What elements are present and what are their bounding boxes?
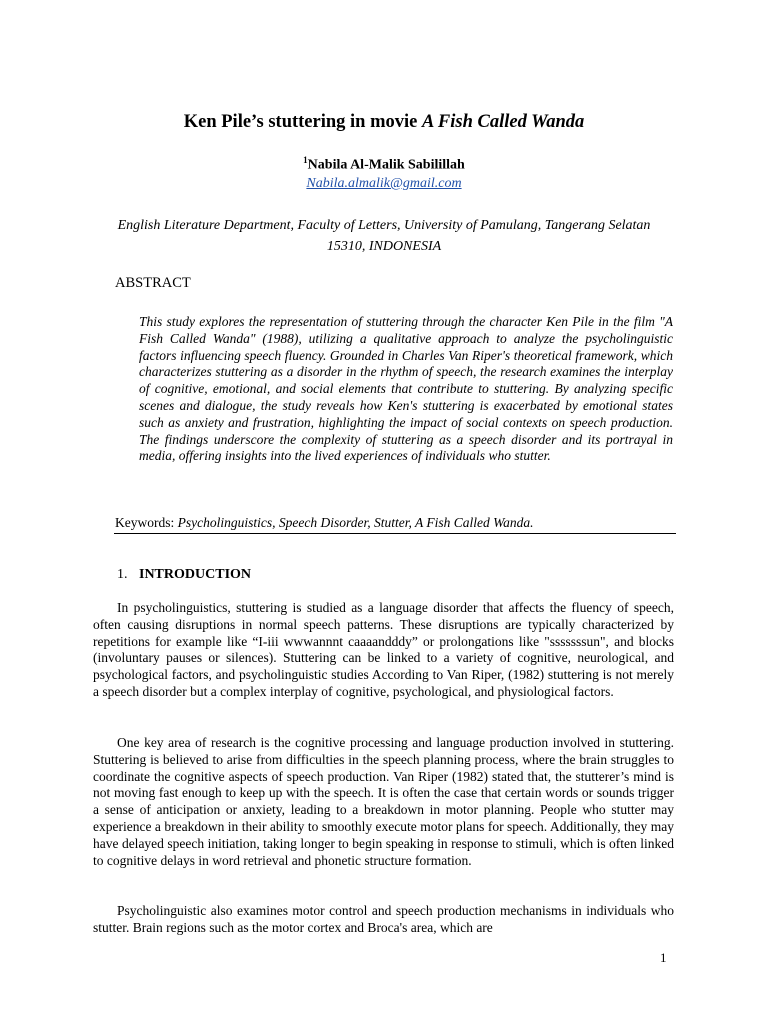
page-number: 1 (660, 950, 667, 965)
author-name: Nabila Al-Malik Sabilillah (307, 157, 465, 173)
author-email-link[interactable]: Nabila.almalik@gmail.com (306, 176, 462, 191)
paper-title (0, 112, 768, 133)
keywords (115, 515, 533, 531)
author-line (0, 155, 768, 174)
author-superscript: 1 (303, 155, 308, 165)
abstract-heading: ABSTRACT (115, 275, 191, 291)
abstract-text: This study explores the representation of stuttering through the character Ken Pile in the film "A Fish Called Wanda" (1988), utilizing a qualitative approach to analyze the psycholinguistic factors influencing speech fluency. Grounded in Charles Van Riper's theoretical framework, which characterizes stuttering as a disorder in the rhythm of speech, the research examines the interplay of cognitive, emotional, and social elements that contribute to stuttering. By analyzing specific scenes and dialogue, the study reveals how Ken's stuttering is exacerbated by emotional states such as anxiety and frustration, highlighting the impact of social contexts on speech production. The findings underscore the complexity of stuttering as a speech disorder and its portrayal in media, offering insights into the lived experiences of individuals who stutter. (139, 314, 673, 464)
title-film: A Fish Called Wanda (421, 112, 585, 132)
body-paragraph: Psycholinguistic also examines motor control and speech production mechanisms in individuals who stutter. Brain regions such as the motor cortex and Broca's area, which are (93, 903, 674, 935)
body-paragraph: One key area of research is the cognitive processing and language production involved in stuttering. Stuttering is believed to arise from difficulties in the speech planning process, where the brain struggles to coordinate the cognitive aspects of speech production. Van Riper (1982) stated that, the stutterer’s mind is not moving fast enough to keep up with the speech. It is often the case that certain words or sounds trigger a sense of anticipation or anxiety, leading to a breakdown in motor planning. People who stutter may experience a breakdown in their ability to smoothly execute motor plans for speech. Additionally, they may have delayed speech initiation, taking longer to begin speaking in response to stimuli, which is often linked to cognitive delays in word retrieval and phonetic structure formation. (93, 735, 674, 868)
section-title: INTRODUCTION (139, 567, 252, 582)
divider-line (114, 533, 676, 534)
keywords-text: Psycholinguistics, Speech Disorder, Stutter, A Fish Called Wanda. (177, 515, 534, 530)
affiliation: English Literature Department, Faculty of Letters, University of Pamulang, Tangerang Selatan 15310, INDONESIA (117, 218, 651, 254)
body-paragraph: In psycholinguistics, stuttering is studied as a language disorder that affects the fluency of speech, often causing disruptions in normal speech patterns. These disruptions are typically characterized by repetitions for example like “I-iii wwwannnt caaaandddy” or prolongations like "sssssssun", and blocks (involuntary pauses or silences). Stuttering can be linked to a variety of cognitive, neurological, and psychological factors, and psycholinguistic studies According to Van Riper, (1982) stuttering is not merely a speech disorder but a complex interplay of cognitive, psychological, and physiological factors. (93, 600, 674, 699)
keywords-label: Keywords: (115, 515, 178, 530)
section-heading (117, 567, 251, 583)
author-email-line (0, 176, 768, 192)
section-number: 1. (117, 567, 128, 582)
title-main: Ken Pile’s stuttering in movie (183, 112, 422, 132)
